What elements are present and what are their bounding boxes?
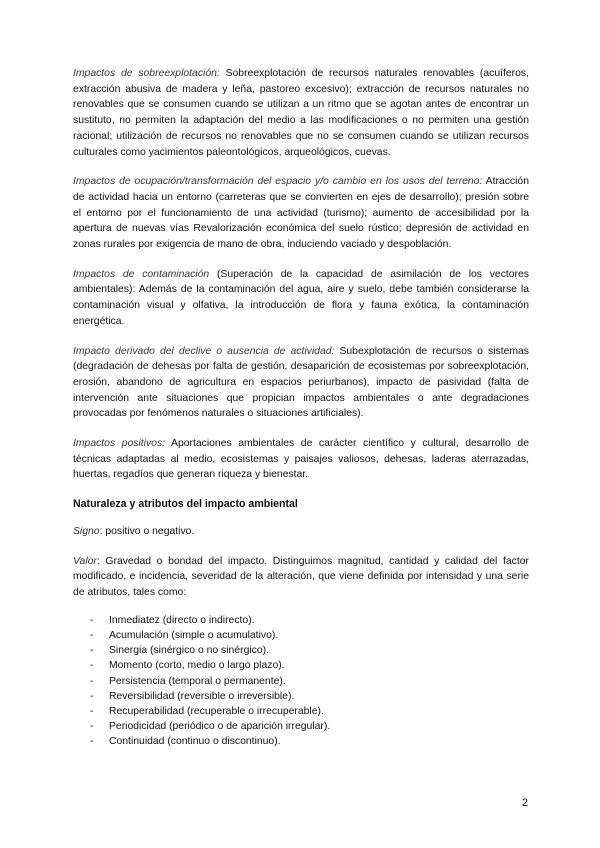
paragraph-text: Subexplotación de recursos o sistemas (degradación de dehesas por falta de gestión, desaparición de ecosistemas por sobreexplotación, erosión, abandono de agricultura en espacios periurbanos), impacto de pasividad (falta de intervención ante situaciones que propician impactos ambientales o ante degradaciones provocadas por fenómenos naturales o situaciones artificiales).	[73, 345, 529, 420]
list-item: - Continuidad (continuo o discontinuo).	[90, 734, 529, 749]
paragraph-text: Atracción de actividad hacia un entorno (carreteras que se convierten en ejes de desarrollo); presión sobre el entorno por el funcionamiento de una actividad (turismo); aumento de accesibilidad por la apertura de nuevas vías Revalorización económica del suelo rústico; depresión de actividad en zonas rurales por exigencia de mano de obra, induciendo vaciado y despoblación.	[73, 176, 529, 251]
paragraph-text: : Gravedad o bondad del impacto. Distinguimos magnitud, cantidad y calidad del factor modificado, e incidencia, severidad de la alteración, que viene definida por intensidad y una serie de atributos, tales como:	[73, 555, 529, 598]
paragraph-lead: Impacto derivado del declive o ausencia de actividad:	[73, 345, 335, 357]
paragraph-text: Aportaciones ambientales de carácter científico y cultural, desarrollo de técnicas adaptadas al medio, ecosistemas y paisajes valiosos, dehesas, laderas aterrazadas, huertas, regadíos que generan riqueza y bienestar.	[73, 438, 529, 481]
paragraph-contaminacion	[73, 267, 529, 330]
paragraph-lead: Impactos de sobreexplotación:	[73, 68, 220, 79]
list-item: - Persistencia (temporal o permanente).	[90, 674, 529, 689]
document-page	[73, 66, 529, 750]
paragraph-ocupacion	[73, 174, 529, 253]
list-item: - Sinergia (sinérgico o no sinérgico).	[90, 643, 529, 658]
paragraph-lead: Impactos de contaminación	[73, 268, 210, 280]
list-item: - Periodicidad (periódico o de aparición irregular).	[90, 719, 529, 734]
section-heading: Naturaleza y atributos del impacto ambiental	[73, 498, 298, 511]
list-item: - Acumulación (simple o acumulativo).	[90, 628, 529, 643]
paragraph-positivos	[73, 436, 529, 483]
paragraph-valor	[73, 554, 529, 601]
paragraph-lead: Signo	[73, 525, 100, 537]
list-item: - Momento (corto, medio o largo plazo).	[90, 658, 529, 673]
paragraph-declive	[73, 344, 529, 423]
paragraph-text: Sobreexplotación de recursos naturales renovables (acuíferos, extracción abusiva de madera y leña, pastoreo excesivo); extracción de recursos naturales no renovables que se consumen cuando se utilizan a un ritmo que se agotan antes de encontrar un sustituto, no permiten la adaptación del medio a las modificaciones o no permiten una gestión racional; utilización de recursos no renovables que no se consumen cuando se utilizan recursos culturales como yacimientos paleontológicos, arqueológicos, cuevas.	[73, 68, 529, 158]
paragraph-sobreexplotacion	[73, 66, 529, 160]
paragraph-lead: Valor	[73, 555, 97, 567]
page-number: 2	[521, 797, 528, 809]
paragraph-signo	[73, 524, 529, 540]
list-item: - Inmediatez (directo o indirecto).	[90, 613, 529, 628]
list-item: - Recuperabilidad (recuperable o irrecuperable).	[90, 704, 529, 719]
paragraph-text: (Superación de la capacidad de asimilación de los vectores ambientales): Además de la contaminación del agua, aire y suelo, debe también considerarse la contaminación visual y olfativa, la introducción de flora y fauna exótica, la contaminación energética.	[73, 268, 529, 327]
list-item: - Reversibilidad (reversible o irreversible).	[90, 689, 529, 704]
paragraph-lead: Impactos de ocupación/transformación del espacio y/o cambio en los usos del terreno:	[73, 176, 483, 188]
paragraph-text: : positivo o negativo.	[99, 525, 195, 537]
attributes-list	[73, 613, 529, 750]
paragraph-lead: Impactos positivos:	[73, 438, 166, 450]
